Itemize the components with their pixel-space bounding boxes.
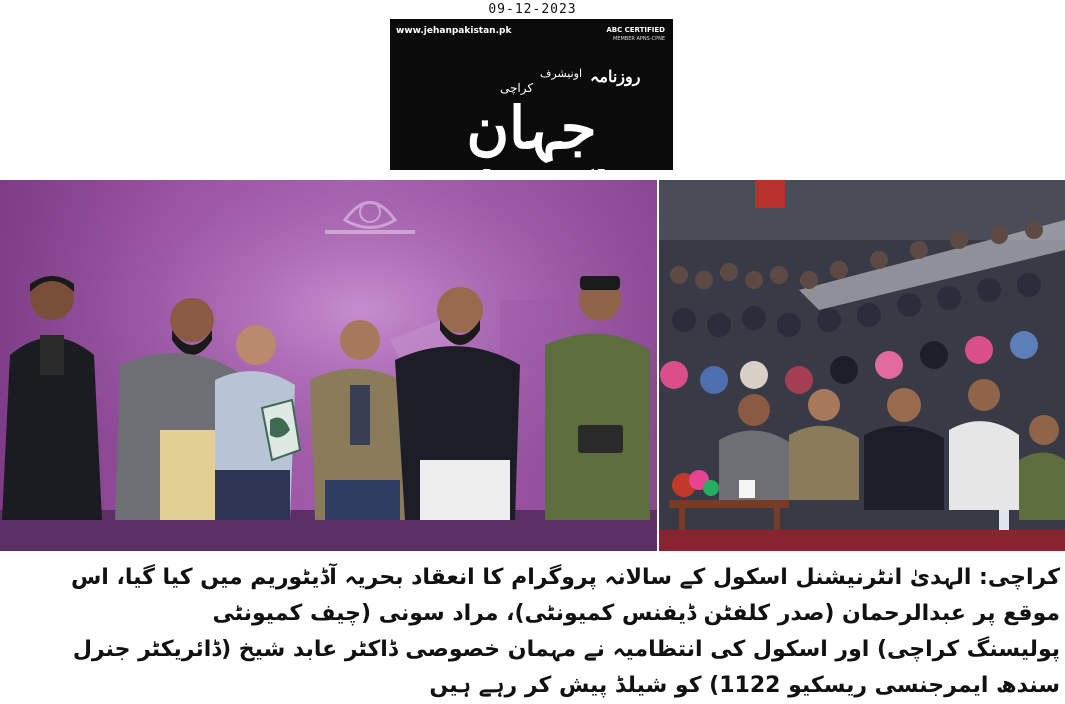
award-ceremony-photo	[0, 180, 657, 551]
award-ceremony-illustration	[0, 180, 657, 551]
masthead-daily-label: روزنامہ	[590, 67, 641, 86]
caption-line-2: پولیسنگ کراچی) اور اسکول کی انتظامیہ نے مہمان خصوصی ڈاکٹر عابد شیخ (ڈائریکٹر جنرل سندھ ایمرجنسی ریسکیو 1122) کو شیلڈ پیش کر رہے ہیں	[72, 637, 1060, 698]
masthead-city: کراچی	[500, 81, 534, 95]
abc-line-2: MEMBER APNS-CPNE	[613, 36, 665, 42]
masthead-title: جہان	[466, 94, 597, 162]
masthead-tagline: اونیشرف	[540, 67, 583, 80]
abc-certified-badge	[606, 26, 665, 44]
masthead-url: www.jehanpakistan.pk	[396, 26, 512, 36]
publication-date: 09-12-2023	[488, 2, 577, 17]
caption-line-1: کراچی: الہدیٰ انٹرنیشنل اسکول کے سالانہ پروگرام کا انعقاد بحریہ آڈیٹوریم میں کیا گیا، اس موقع پر عبدالرحمان (صدر کلفٹن ڈیفنس کمیونٹی)، مراد سونی (چیف کمیونٹی	[70, 565, 1060, 626]
newspaper-masthead	[390, 19, 673, 170]
news-caption	[8, 560, 1060, 704]
exit-sign-icon	[755, 180, 785, 208]
audience-illustration	[659, 180, 1065, 551]
abc-line-1: ABC CERTIFIED	[606, 26, 665, 34]
auditorium-audience-photo	[659, 180, 1065, 551]
